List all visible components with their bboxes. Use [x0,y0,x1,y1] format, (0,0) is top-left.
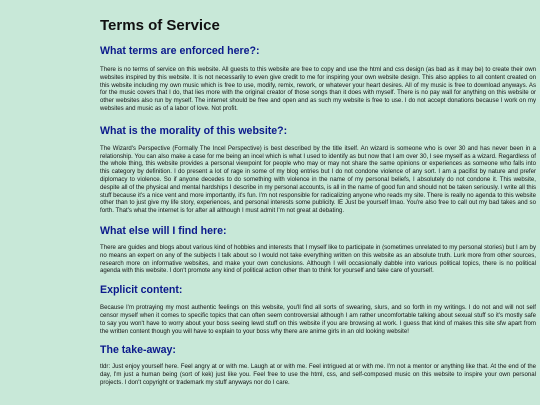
tos-page [90,0,540,405]
section-heading-morality: What is the morality of this website?: [100,124,288,137]
section-heading-terms: What terms are enforced here?: [100,45,260,57]
section-heading-explicit: Explicit content: [100,284,183,297]
section-body-terms: There is no terms of service on this website. All guests to this website are free to copy and use the html and css design (as bad as it may be) to create their own websites inspired by this website. It is not necessarily to even give credit to me for inspiring your own website design. This also applies to all content created on this website including my own music which is free to use, modify, remix, rework, or whatever your heart desires. All of my music is free to download anyways. As for the music covers that I do, that lies more with the original creator of those songs than it does with myself. There is no pay wall for anything on this website or other websites also run by myself. The internet should be free and open and as such my website is free to use. I do not accept donations because I work on my websites and music as of a labor of love. Not profit. [100,66,536,112]
section-body-what-else: There are guides and blogs about various kind of hobbies and interests that I myself like to participate in (sometimes unrelated to my personal stories) but I am by no means an expert on any of the subjects I talk about so I would not take everything written on this website as an absolute truth. Lurk more from other sources, research more on informative websites, and make your own conclusions. Although I will occasionally dabble into various political topics, there is no political agenda with this website. I don't promote any kind of political action other than to think for yourself and take care of yourself. [100,243,536,275]
page-title: Terms of Service [100,17,220,34]
section-body-explicit: Because I'm protraying my most authentic feelings on this website, you'll find all sorts of swearing, slurs, and so forth in my writings. I do not and will not self censor myself when it comes to specific topics that can often seem controversial although I am rather uncomfortable talking about sexual stuff so it's mostly safe to say you won't have to worry about your boss seeing lewd stuff on this website if you are browsing at work. I guess that kind of makes this site sfw apart from the written content though you will have to explain to your boss why there are anime girls in an old looking website! [100,304,536,335]
section-body-morality: The Wizard's Perspective (Formally The Incel Perspective) is best described by the title itself. An wizard is someone who is over 30 and has never been in a relationship. You can also make a case for me being an incel which is what I used to identify as but now that I am over 30, I see myself as a wizard. Regardless of the whole thing, this website provides a personal viewpoint for people who may or may not share the same opinions or experiences as someone who falls into this category by definition. I do present a lot of rage in some of my blog entries but I do not condone violence of any sort. I am a pacifist by nature and prefer diplomacy to violence. So if anyone decedes to do something with violence in the name of my personal beliefs, I absolutely do not condone it. This website, despite all of the physical and mental hardships I describe in my personal accounts, is all in the name of good fun and should not be taken seriously. I write all this stuff because it's a nice vent and more importantly, it's fun. I'm not responsible for radicalizing anyone who reads my site. There is really no agenda to this website other than to just give my life story, experiences, and personal interests some publicity. IE Just be yourself lmao. You're also free to call out my bad takes and so forth. That's what the internet is for after all although I must admit I'm not great at debating. [100,144,536,215]
section-heading-what-else: What else will I find here: [100,224,227,237]
section-body-takeaway: tldr: Just enjoy yourself here. Feel angry at or with me. Laugh at or with me. Feel intrigued at or with me. I'm not a mentor or anything like that. At the end of the day, I'm just a human being (sort of kek) just like you. Feel free to use the html, css, and self-composed music on this website to inspire your own personal projects. I don't copyright or trademark my stuff anyways nor do I care. [100,363,536,386]
section-heading-takeaway: The take-away: [100,344,176,357]
